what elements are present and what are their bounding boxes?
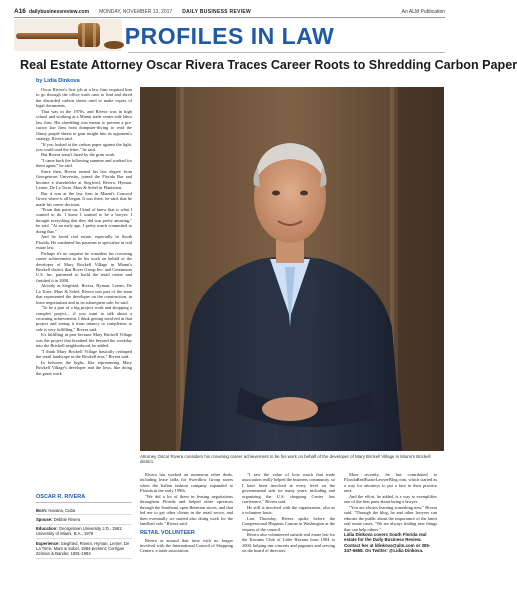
paragraph: "I came back the following summer and worked for them again," he said. <box>36 157 132 169</box>
subhead: RETAIL VOLUNTEER <box>140 529 195 536</box>
paragraph: But Rivera wasn't fazed by the grim work. <box>41 152 116 158</box>
issue-date: MONDAY, NOVEMBER 13, 2017 <box>99 8 173 15</box>
fact-row: Spouse: Debbie Rivera <box>36 515 132 524</box>
masthead-rule <box>14 17 445 18</box>
publisher-label: An ALM Publication <box>401 8 445 15</box>
title-rule <box>128 52 445 53</box>
paragraph: Since then, Rivera earned his law degree from Georgetown University, joined the Florida Bar and became a shareholder at Siegfried, Rivera, Hyman, Lerner, De La Torre, Mars & Sobel in Plantation. <box>36 168 132 191</box>
fact-box-name: OSCAR R. RIVERA <box>36 494 132 503</box>
paragraph: But it was at the law firm in Miami's Concord Grove where it all began. It was there, he said, that he made his career decision. <box>36 190 132 207</box>
byline: by Lidia Dinkova <box>36 78 80 84</box>
paragraph: "You are always learning something new," Rivera said. "Through the blog, he and other lawyers can educate the public about the importance of the latest real estate cases. "We are always finding new things that can help others." <box>344 504 437 532</box>
paragraph: Rivera has worked on numerous other deals, including lease talks for Swerdlow Group stores when the Italian fashion company expanded to Florida in the early 1990s. <box>140 472 233 494</box>
paragraph: "I saw the value of how much that trade association really helped the business community, so I have been involved at every level on the governmental side for many years, including and organizing the U.S. shopping Center law conference," Rivera said. <box>242 472 335 505</box>
site-name: dailybusinessreview.com <box>28 8 90 15</box>
paragraph: That was in the 1970s, and Rivera was in high school and working at a Miami trade center side labor law firm. His shredding was meant to prevent a pre-cursor law firm from dumpster-diving to read the flimsy purple sheets to gain insight into its opponent's strategy, Rivera said. <box>36 108 132 142</box>
paragraph: It's fulfilling in part because Mary Brickell Village was the project that breathed life beyond the workday into the Brickell neighborhood, he added. <box>36 332 132 349</box>
section-title: PROFILES IN LAW <box>124 23 335 49</box>
paragraph: Already at Siegfried, Rivera, Hyman, Lerner, De La Torre, Mars & Sobel, Rivera was part of the team that represented the developer on the construction, in lease negotiations and in its subsequent sale, he said. <box>36 283 132 305</box>
paragraph: "I think Mary Brickell Village basically reshaped the retail landscape in the Brickell area," Rivera said. <box>36 348 132 360</box>
author-credit: Lidia Dinkova covers South Florida real estate for the Daily Business Review. Contact her at ldinkova@alm.com or 305-347-6668. On Twitter: @Lidia Dinkova. <box>344 531 431 554</box>
publication-name: DAILY BUSINESS REVIEW <box>182 8 252 15</box>
paragraph: "From that point on, I kind of knew that is what I wanted to do. I knew I wanted to be a lawyer. I thought everything that they did was pretty amazing," he said. "At an early age, I pretty much committed to doing that." <box>36 206 132 234</box>
paragraph: Rivera also volunteered outside real estate law for the Kiwanis Club of Little Havana from 1984 to 2000, helping run concerts and pageants and serving on the board of directors. <box>242 531 335 554</box>
paragraph: And he loved real estate, especially in South Florida. He combined his passions to specialize in real estate law. <box>36 234 132 251</box>
masthead-bar <box>14 7 445 16</box>
fact-box <box>36 494 132 559</box>
article-column-4 <box>344 472 437 554</box>
paragraph: In between the highs, like representing Mary Brickell Village's developer and the lows, like doing the grunt work <box>36 359 132 376</box>
paragraph: Last Thursday, Rivera spoke before the Congressional Hispanic Caucus in Washington at the request of the council. <box>242 515 335 532</box>
photo-caption: Attorney Oscar Rivera considers his crowning career achievement to be his work on behalf of the developer of Mary Brickell Village in Miami's Brickell district. <box>140 454 431 465</box>
fact-row: Experience: Siegfried, Rivera, Hyman, Lerner, De La Torre, Mars & Sobel, 1984-present; Corrigan Zelman & Bander, 1981-1984 <box>36 539 132 559</box>
paragraph: He still is involved with the organization, also as a volunteer basis. <box>242 504 335 516</box>
fact-row: Born: Havana, Cuba <box>36 506 132 515</box>
paragraph: Oscar Rivera's first job at a law firm required him to go through the office trash cans to find and shred the discarded carbon sheets used to make copies of legal documents. <box>36 87 132 109</box>
fact-row: Education: Georgetown University J.D., 1981; University of Miami, B.A., 1978 <box>36 525 132 540</box>
article-column-1 <box>36 87 132 489</box>
article-headline: Real Estate Attorney Oscar Rivera Traces Career Roots to Shredding Carbon Paper <box>20 58 517 72</box>
paragraph: Rivera at around that time with no longer involved with the International Council of Shopping Centers, a trade association. <box>140 537 233 554</box>
paragraph: And the effort, he added, is a way to exemplifies one of the best parts about being a lawyer. <box>344 493 437 505</box>
portrait-photo <box>140 87 444 451</box>
article-column-2 <box>140 472 233 554</box>
article-column-3 <box>242 472 335 554</box>
paragraph: More recently, he has contributed to FloridaRealEstateLawyerBlog.com, which started as a way for attorneys to put a face in their practice area. <box>344 472 437 494</box>
paragraph: "We did a lot of them in leasing negotiations throughout Florida and helped other operators through the Southeast open Benetton stores, and that led me to get other clients in the retail sector, and then eventually we started also doing work for the landlord side," Rivera said. <box>140 493 233 527</box>
paragraph: "If you looked at the carbon paper against the light, you could read the letter," he said. <box>36 141 132 152</box>
paragraph: Perhaps it's no surprise he considers his crowning career achievement to be his work on behalf of the developer of Mary Brickell Village in Miami's Brickell district that Rover Group Inc. and Continuum U.S. Inc. partnered to build the retail center and finished it in 2008. <box>36 250 132 283</box>
paragraph: "To be a part of a big project work and shopping a complex project... if you want to talk about a crowning achievement, I think getting involved in that project and seeing it from infancy to completion to sale is very fulfilling," Rivera said. <box>36 305 132 332</box>
page-number: A16 <box>14 8 26 15</box>
